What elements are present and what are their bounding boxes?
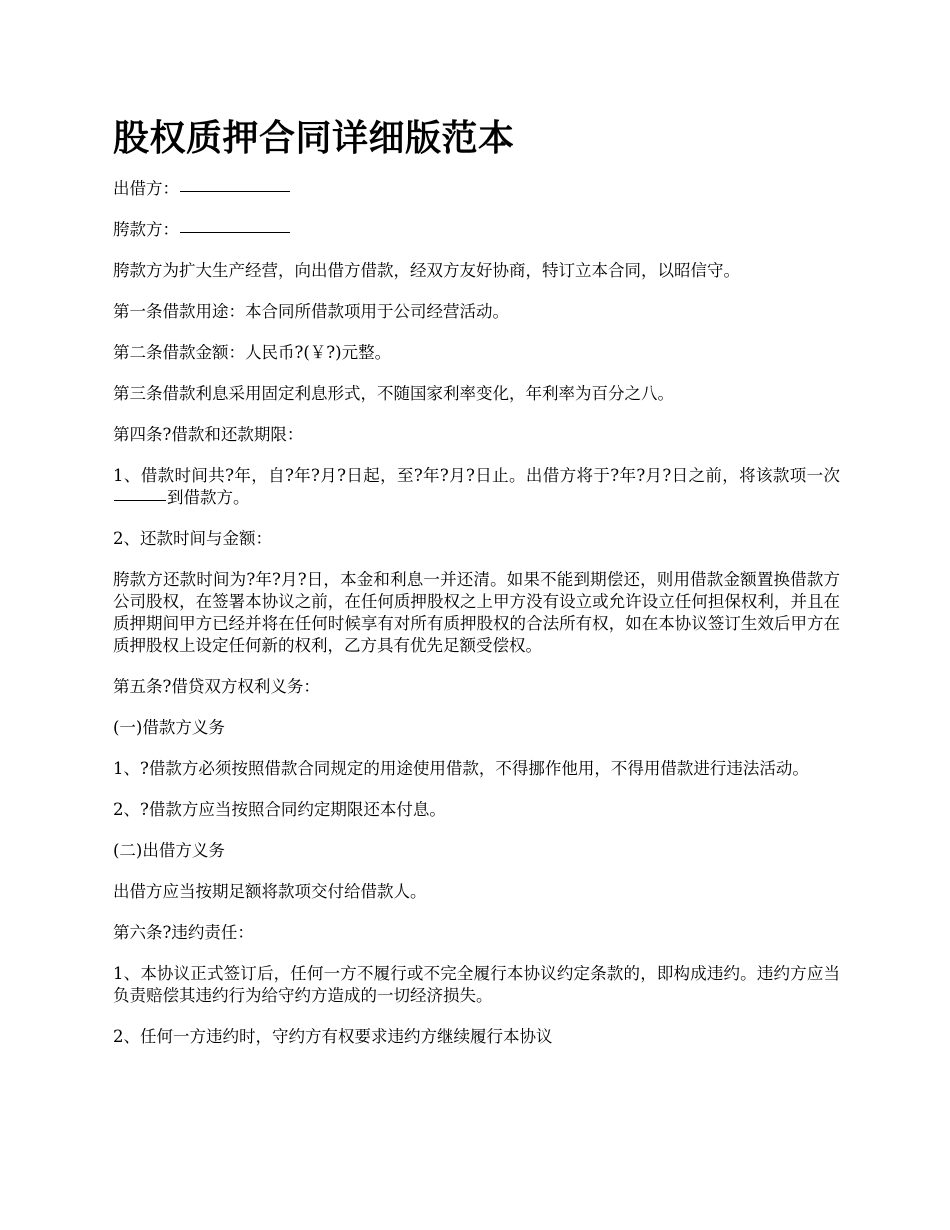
lender-line [113,178,840,200]
document-body [113,112,840,1067]
preamble: 胯款方为扩大生产经营，向出借方借款，经双方友好协商，特订立本合同，以昭信守。 [113,261,740,280]
borrower-line [113,219,840,241]
article-5-sub-2: (二)出借方义务 [113,841,225,860]
article-4-item-1-blank [114,499,166,501]
borrower-label: 胯款方： [113,220,179,239]
article-3: 第三条借款利息采用固定利息形式，不随国家利率变化，年利率为百分之八。 [113,384,674,403]
article-4-item-1-text: 1、借款时间共?年，自?年?月?日起，至?年?月?日止。出借方将于?年?月?日之前，将该款项一次 [113,466,840,485]
borrower-blank [180,231,290,233]
article-6-heading: 第六条?违约责任： [113,923,254,942]
article-5-sub-1-item-1: 1、?借款方必须按照借款合同规定的用途使用借款，不得挪作他用，不得用借款进行违法活动。 [113,759,809,778]
article-4-item-2-detail: 胯款方还款时间为?年?月?日，本金和利息一并还清。如果不能到期偿还，则用借款金额置换借款方公司股权，在签署本协议之前，在任何质押股权之上甲方没有设立或允许设立任何担保权利，并且在质押期间甲方已经并将在任何时候享有对所有质押股权的合法所有权，如在本协议签订生效后甲方在质押股权上设定任何新的权利，乙方具有优先足额受偿权。 [113,570,840,655]
lender-label: 出借方： [113,179,179,198]
article-5-heading: 第五条?借贷双方权利义务： [113,677,320,696]
article-4-item-1 [113,465,840,509]
article-6-item-1: 1、本协议正式签订后，任何一方不履行或不完全履行本协议约定条款的，即构成违约。违约方应当负责赔偿其违约行为给守约方造成的一切经济损失。 [113,964,840,1005]
article-6-item-2: 2、任何一方违约时，守约方有权要求违约方继续履行本协议 [113,1027,553,1046]
article-1: 第一条借款用途：本合同所借款项用于公司经营活动。 [113,302,509,321]
article-5-sub-1-item-2: 2、?借款方应当按照合同约定期限还本付息。 [113,800,446,819]
article-5-sub-1: (一)借款方义务 [113,718,225,737]
lender-blank [180,190,290,192]
article-2: 第二条借款金额：人民币?(￥?)元整。 [113,343,392,362]
article-4-item-1-tail: 到借款方。 [167,488,250,507]
document-title: 股权质押合同详细版范本 [113,117,515,159]
article-5-sub-2-item-1: 出借方应当按期足额将款项交付给借款人。 [113,882,427,901]
article-4-heading: 第四条?借款和还款期限： [113,425,304,444]
article-4-item-2: 2、还款时间与金额： [113,529,272,548]
